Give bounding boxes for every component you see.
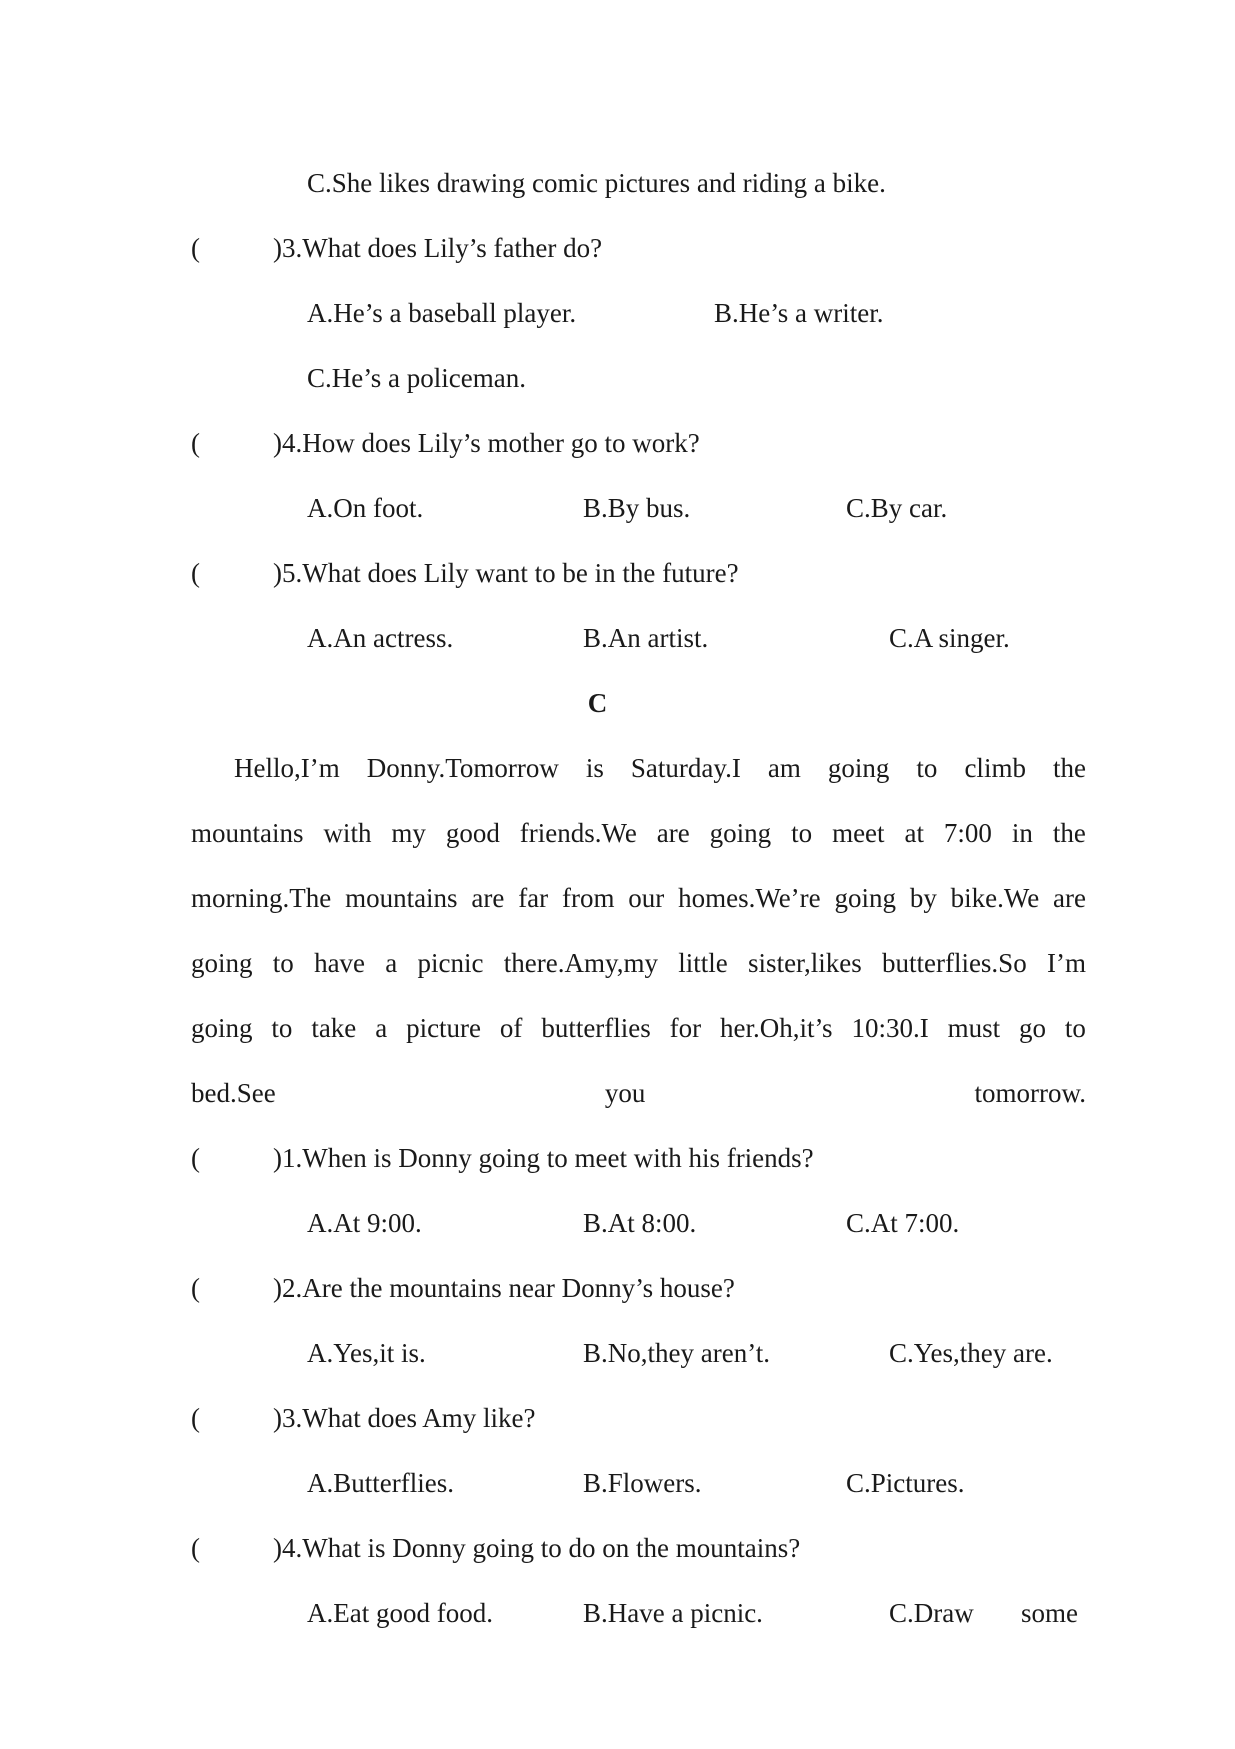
question-text: )5.What does Lily want to be in the future? <box>273 558 739 588</box>
passage-word: bike.We <box>950 883 1040 913</box>
passage-word: have <box>314 948 366 978</box>
passage-word: to <box>791 818 813 848</box>
answer-bracket[interactable]: ( <box>191 1143 200 1173</box>
option-a: A.An actress. <box>307 623 454 653</box>
option-b: B.By bus. <box>583 493 691 523</box>
passage-word: my <box>391 818 426 848</box>
question-text: )1.When is Donny going to meet with his friends? <box>273 1143 814 1173</box>
passage-word: are <box>471 883 505 913</box>
answer-bracket[interactable]: ( <box>191 428 200 458</box>
passage-word: good <box>445 818 500 848</box>
option-c-text: C.She likes drawing comic pictures and riding a bike. <box>307 168 886 198</box>
question-text: )3.What does Lily’s father do? <box>273 233 603 263</box>
section-title: C <box>587 688 608 718</box>
passage-word: going <box>709 818 772 848</box>
answer-bracket[interactable]: ( <box>191 1533 200 1563</box>
passage-word: from <box>561 883 615 913</box>
passage-word: mountains <box>191 818 304 848</box>
passage-word: with <box>323 818 372 848</box>
passage-word: to <box>271 1013 293 1043</box>
passage-word: go <box>1018 1013 1046 1043</box>
passage-word: going <box>827 753 890 783</box>
question-text: )3.What does Amy like? <box>273 1403 536 1433</box>
option-c: C.Yes,they are. <box>889 1338 1053 1368</box>
option-b: B.At 8:00. <box>583 1208 697 1238</box>
passage-word: little <box>678 948 728 978</box>
passage-word: to <box>916 753 938 783</box>
option-a: A.On foot. <box>307 493 424 523</box>
passage-word: am <box>767 753 801 783</box>
passage-word: going <box>191 1013 253 1043</box>
passage-word: picture <box>406 1013 482 1043</box>
passage-word: our <box>628 883 665 913</box>
passage-word: 7:00 <box>943 818 992 848</box>
passage-line <box>191 947 1086 979</box>
option-b: B.An artist. <box>583 623 709 653</box>
passage-word: Saturday.I <box>630 753 741 783</box>
answer-bracket[interactable]: ( <box>191 1273 200 1303</box>
passage-word: far <box>518 883 549 913</box>
option-a: A.Butterflies. <box>307 1468 454 1498</box>
option-c: C.Draw <box>889 1598 974 1628</box>
question-text: )2.Are the mountains near Donny’s house? <box>273 1273 735 1303</box>
passage-word: there.Amy,my <box>503 948 659 978</box>
option-b: B.No,they aren’t. <box>583 1338 770 1368</box>
passage-word: must <box>947 1013 1001 1043</box>
passage-word: are <box>1053 883 1086 913</box>
passage-word: mountains <box>345 883 458 913</box>
passage-word: sister,likes <box>748 948 862 978</box>
passage-word: meet <box>832 818 885 848</box>
answer-bracket[interactable]: ( <box>191 558 200 588</box>
passage-line <box>191 882 1086 914</box>
passage-word: take <box>311 1013 357 1043</box>
passage-word: homes.We’re <box>678 883 821 913</box>
passage-word: the <box>1052 818 1086 848</box>
passage-word: picnic <box>417 948 484 978</box>
passage-line <box>191 1012 1086 1044</box>
passage-word: for <box>669 1013 702 1043</box>
passage-word: a <box>385 948 398 978</box>
passage-word: butterflies.So <box>881 948 1027 978</box>
option-a: A.Eat good food. <box>307 1598 493 1628</box>
passage-word: a <box>375 1013 388 1043</box>
passage-word: is <box>585 753 604 783</box>
option-c-continued: some <box>1021 1598 1078 1628</box>
passage-word: to <box>1064 1013 1086 1043</box>
passage-word: butterflies <box>541 1013 651 1043</box>
passage-word: her.Oh,it’s <box>720 1013 833 1043</box>
passage-word: going <box>191 948 253 978</box>
option-c: C.By car. <box>846 493 948 523</box>
passage-word: Hello,I’m <box>234 753 340 783</box>
question-text: )4.How does Lily’s mother go to work? <box>273 428 700 458</box>
passage-word: 10:30.I <box>851 1013 929 1043</box>
option-c: C.He’s a policeman. <box>307 363 526 393</box>
option-c: C.At 7:00. <box>846 1208 960 1238</box>
passage-line: bed.See you tomorrow. <box>191 1078 1086 1108</box>
question-text: )4.What is Donny going to do on the mountains? <box>273 1533 801 1563</box>
passage-line <box>191 817 1086 849</box>
passage-word: at <box>904 818 924 848</box>
answer-bracket[interactable]: ( <box>191 233 200 263</box>
passage-word: to <box>272 948 294 978</box>
passage-word: of <box>499 1013 523 1043</box>
option-c: C.Pictures. <box>846 1468 965 1498</box>
passage-word: Donny.Tomorrow <box>366 753 559 783</box>
option-a: A.At 9:00. <box>307 1208 422 1238</box>
passage-word: the <box>1052 753 1086 783</box>
passage-line <box>234 752 1086 784</box>
passage-word: climb <box>964 753 1026 783</box>
answer-bracket[interactable]: ( <box>191 1403 200 1433</box>
passage-word: friends.We <box>519 818 637 848</box>
option-b: B.Have a picnic. <box>583 1598 763 1628</box>
option-b: B.He’s a writer. <box>714 298 884 328</box>
passage-word: by <box>909 883 937 913</box>
passage-word: I’m <box>1046 948 1086 978</box>
passage-word: in <box>1011 818 1033 848</box>
passage-word: going <box>834 883 896 913</box>
option-a: A.Yes,it is. <box>307 1338 426 1368</box>
passage-word: morning.The <box>191 883 332 913</box>
option-b: B.Flowers. <box>583 1468 702 1498</box>
option-a: A.He’s a baseball player. <box>307 298 577 328</box>
passage-word: are <box>656 818 690 848</box>
option-c: C.A singer. <box>889 623 1010 653</box>
